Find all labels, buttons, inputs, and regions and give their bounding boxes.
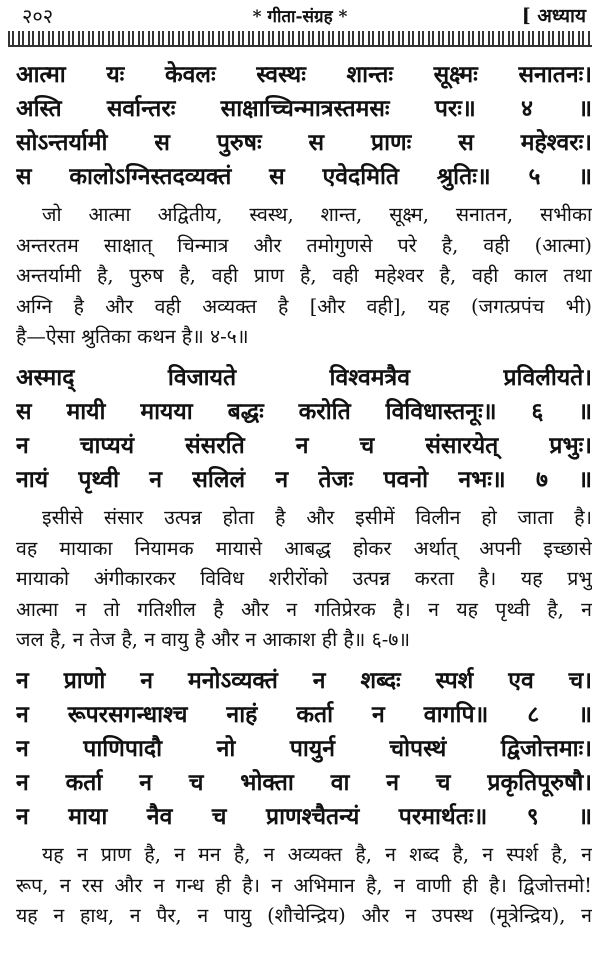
book-title: * गीता-संग्रह * [252, 7, 348, 27]
verse-line: न कर्ता न च भोक्ता वा न च प्रकृतिपूरुषौ। [16, 768, 592, 796]
page-content [16, 58, 592, 940]
commentary-line: जल है, न तेज है, न वायु है और न आकाश ही है॥ ६-७॥ [16, 628, 411, 652]
verse-block [16, 664, 592, 834]
verse-line: न प्राणो न मनोऽव्यक्तं न शब्दः स्पर्श एव च। [16, 666, 592, 694]
commentary-line: अन्तरतम साक्षात् चिन्मात्र और तमोगुणसे परे है, वही (आत्मा) [16, 233, 592, 257]
verse-block [16, 58, 592, 194]
commentary-line: रूप, न रस और न गन्ध ही है। न अभिमान है, न वाणी ही है। द्विजोत्तमो! [16, 873, 592, 897]
verse-line: अस्ति सर्वान्तरः साक्षाच्चिन्मात्रस्तमसः परः॥ ४ ॥ [16, 95, 592, 122]
page-number: २०२ [22, 4, 54, 28]
chapter-label: [ अध्याय [521, 5, 586, 27]
commentary-line: आत्मा न तो गतिशील है और न गतिप्रेरक है। न यह पृथ्वी है, न [16, 597, 592, 621]
commentary-line: मायाको अंगीकारकर विविध शरीरोंको उत्पन्न करता है। यह प्रभु [16, 567, 592, 591]
verse-line: नायं पृथ्वी न सलिलं न तेजः पवनो नभः॥ ७ ॥ [16, 465, 592, 493]
verse-line: आत्मा यः केवलः स्वस्थः शान्तः सूक्ष्मः सनातनः। [16, 61, 592, 88]
verse-block [16, 361, 592, 497]
commentary-line: वह मायाका नियामक मायासे आबद्ध होकर अर्थात् अपनी इच्छासे [16, 536, 592, 560]
verse-line: न पाणिपादौ नो पायुर्न चोपस्थं द्विजोत्तमाः। [16, 734, 592, 762]
commentary-block [16, 503, 592, 656]
verse-line: न माया नैव च प्राणश्चैतन्यं परमार्थतः॥ ९ ॥ [16, 802, 592, 830]
commentary-line: यह न प्राण है, न मन है, न अव्यक्त है, न शब्द है, न स्पर्श है, न [42, 842, 592, 866]
verse-line: स कालोऽग्निस्तदव्यक्तं स एवेदमिति श्रुतिः॥ ५ ॥ [16, 163, 592, 190]
commentary-line: यह न हाथ, न पैर, न पायु (शौचेन्द्रिय) और न उपस्थ (मूत्रेन्द्रिय), न [16, 904, 592, 928]
verse-line: न चाप्ययं संसरति न च संसारयेत् प्रभुः। [16, 431, 592, 459]
commentary-line: अन्तर्यामी है, पुरुष है, वही प्राण है, वही महेश्वर है, वही काल तथा [16, 264, 592, 288]
verse-line: सोऽन्तर्यामी स पुरुषः स प्राणः स महेश्वरः। [16, 129, 592, 156]
commentary-line: जो आत्मा अद्वितीय, स्वस्थ, शान्त, सूक्ष्म, सनातन, सभीका [42, 203, 592, 226]
verse-line: स मायी मायया बद्धः करोति विविधास्तनूः॥ ६ ॥ [16, 397, 592, 425]
verse-line: न रूपरसगन्धाश्च नाहं कर्ता न वागपि॥ ८ ॥ [16, 700, 592, 728]
commentary-block [16, 200, 592, 353]
commentary-line: है—ऐसा श्रुतिका कथन है॥ ४-५॥ [16, 325, 249, 349]
commentary-line: इसीसे संसार उत्पन्न होता है और इसीमें विलीन हो जाता है। [42, 505, 592, 529]
decorative-border [8, 31, 592, 47]
page-header [0, 0, 600, 30]
commentary-block [16, 840, 592, 932]
verse-line: अस्माद् विजायते विश्वमत्रैव प्रविलीयते। [16, 363, 592, 391]
commentary-line: अग्नि है और वही अव्यक्त है [और वही], यह (जगत्प्रपंच भी) [16, 294, 592, 318]
